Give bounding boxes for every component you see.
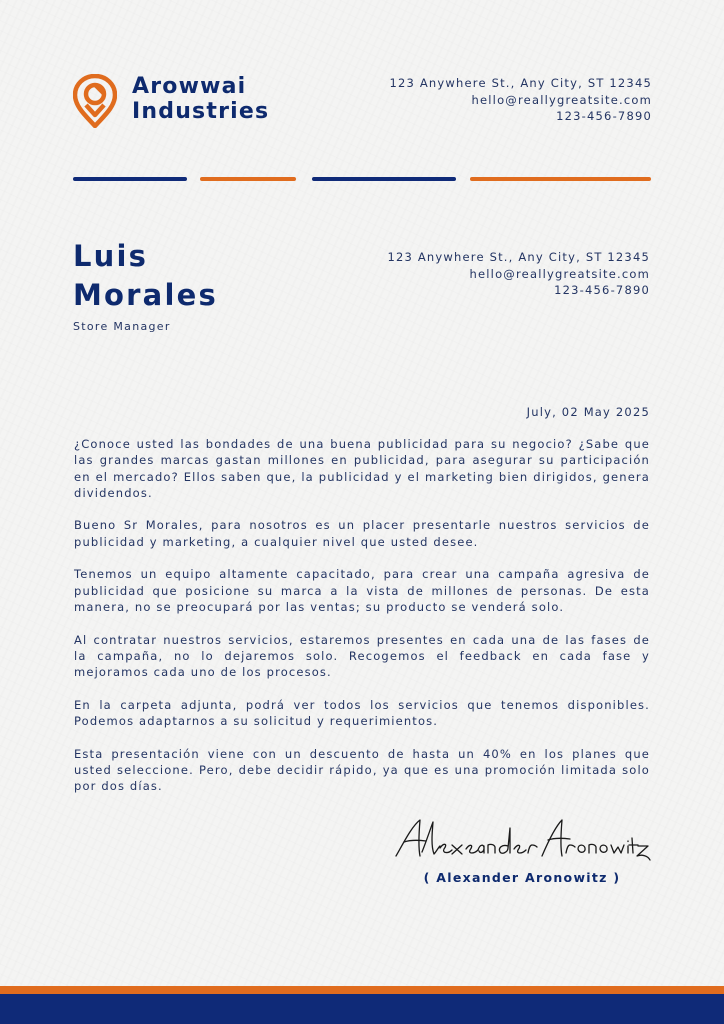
letter-paragraph: En la carpeta adjunta, podrá ver todos los servicios que tenemos disponibles. Podemos adaptarnos a su solicitud y requerimientos. [74,697,650,729]
divider-bar-navy-2 [312,177,456,181]
letter-paragraph: Bueno Sr Morales, para nosotros es un placer presentarle nuestros servicios de publicidad y marketing, a cualquier nivel que usted desee. [74,518,650,549]
letter-paragraph: Al contratar nuestros servicios, estaremos presentes en cada una de las fases de la campaña, no lo dejaremos solo. Recogemos el feedback en cada fase y mejoramos cada uno de los procesos. [74,632,650,680]
footer-stripe-navy [0,994,724,1024]
footer-stripe-orange [0,986,724,994]
map-pin-logo-icon [73,74,117,128]
company-name [132,74,269,124]
company-address: 123 Anywhere St., Any City, ST 12345 [389,76,652,90]
recipient-email: hello@reallygreatsite.com [469,266,650,281]
letter-paragraph: Tenemos un equipo altamente capacitado, para crear una campaña agresiva de publicidad que posicione su marca a la vista de millones de personas. De esta manera, no se preocupará por las ventas; su producto se venderá solo. [74,567,650,614]
company-phone: 123-456-7890 [556,109,652,123]
recipient-role: Store Manager [73,320,171,333]
recipient-phone: 123-456-7890 [554,283,650,297]
divider-bar-orange-1 [200,177,296,181]
letter-paragraph: Esta presentación viene con un descuento de hasta un 40% en los planes que usted seleccione. Pero, debe decidir rápido, ya que es una promoción limitada solo por dos días. [74,746,650,794]
recipient-name [73,237,218,315]
recipient-contact-block [387,249,650,299]
divider-bar-orange-2 [470,177,651,181]
letter-date: July, 02 May 2025 [526,405,650,419]
handwritten-signature [392,812,654,870]
company-name-line1: Arowwai [132,74,247,99]
letter-body [74,436,650,811]
signature-name: ( Alexander Aronowitz ) [423,870,621,885]
recipient-address: 123 Anywhere St., Any City, ST 12345 [387,250,650,264]
recipient-last-name: Morales [73,278,218,312]
letter-paragraph: ¿Conoce usted las bondades de una buena publicidad para su negocio? ¿Sabe que las grandes marcas gastan millones en publicidad, para asegurar su participación en el mercado? Ellos saben que, la publicidad y el marketing bien dirigidos, genera dividendos. [74,437,650,500]
recipient-first-name: Luis [73,239,149,273]
company-name-line2: Industries [132,99,270,124]
company-contact-block [389,75,652,125]
company-email: hello@reallygreatsite.com [471,92,652,107]
divider-bar-navy-1 [73,177,187,181]
